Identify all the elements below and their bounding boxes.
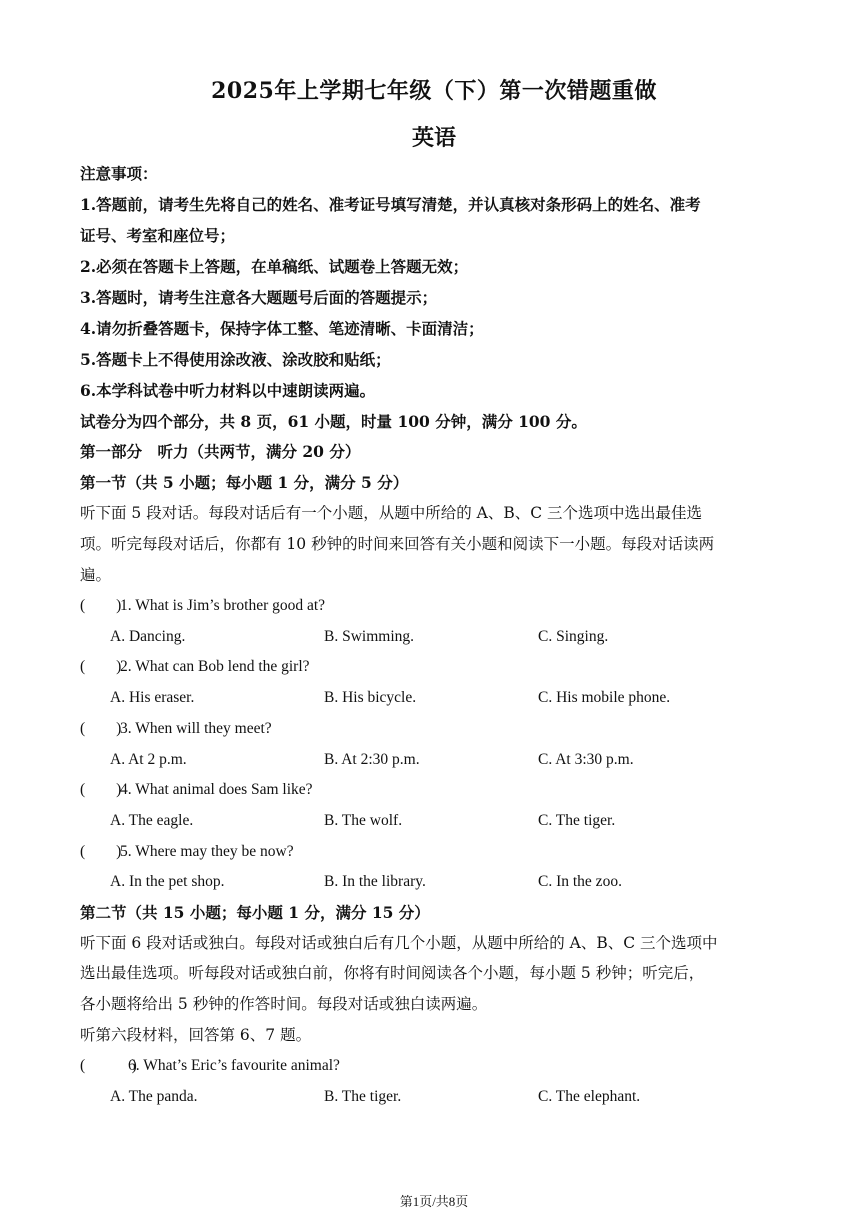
option-c: C. In the zoo. — [538, 873, 622, 890]
section1-instructions-line-2: 项。听完每段对话后，你都有 10 秒钟的时间来回答有关小题和阅读下一小题。每段对话读两 — [80, 535, 715, 553]
option-a: A. The eagle. — [110, 812, 194, 829]
notice-item-4: 4.请勿折叠答题卡，保持字体工整、笔迹清晰、卡面清洁； — [80, 319, 484, 338]
question-5 — [80, 836, 294, 867]
option-b: B. His bicycle. — [324, 689, 417, 706]
notice-item-1-line-2: 证号、考室和座位号； — [80, 226, 236, 245]
page-title: 2025年上学期七年级（下）第一次错题重做 — [211, 78, 657, 104]
question-1 — [80, 590, 325, 621]
option-c: C. The tiger. — [538, 812, 616, 829]
question-text: 4. What animal does Sam like? — [120, 781, 313, 798]
option-b: B. The wolf. — [324, 812, 403, 829]
section1-instructions-line-1: 听下面 5 段对话。每段对话后有一个小题，从题中所给的 A、B、C 三个选项中选出最佳选 — [80, 504, 703, 522]
exam-summary: 试卷分为四个部分，共 8 页，61 小题，时量 100 分钟，满分 100 分。 — [80, 412, 587, 431]
option-b: B. Swimming. — [324, 628, 415, 645]
material-note: 听第六段材料，回答第 6、7 题。 — [80, 1026, 312, 1044]
option-b: B. The tiger. — [324, 1088, 402, 1105]
question-text: 2. What can Bob lend the girl? — [120, 658, 310, 675]
section2-instructions-line-1: 听下面 6 段对话或独白。每段对话或独白后有几个小题，从题中所给的 A、B、C 三个选项中 — [80, 934, 718, 952]
notice-item-3: 3.答题时，请考生注意各大题题号后面的答题提示； — [80, 288, 438, 307]
notice-heading: 注意事项： — [80, 164, 158, 183]
section2-instructions-line-3: 各小题将给出 5 秒钟的作答时间。每段对话或独白读两遍。 — [80, 995, 488, 1013]
option-a: A. His eraser. — [110, 689, 195, 706]
question-6 — [80, 1050, 340, 1081]
option-a: A. Dancing. — [110, 628, 186, 645]
option-b: B. In the library. — [324, 873, 426, 890]
section2-instructions-line-2: 选出最佳选项。听每段对话或独白前，你将有时间阅读各个小题，每小题 5 秒钟；听完后， — [80, 964, 705, 982]
page-indicator: 第1页/共8页 — [399, 1194, 469, 1209]
answer-blank[interactable]: ( ) — [80, 843, 122, 860]
notice-item-2: 2.必须在答题卡上答题，在单稿纸、试题卷上答题无效； — [80, 257, 469, 276]
option-b: B. At 2:30 p.m. — [324, 751, 420, 768]
option-a: A. The panda. — [110, 1088, 198, 1105]
option-a: A. At 2 p.m. — [110, 751, 187, 768]
answer-blank[interactable]: ( ) — [80, 720, 122, 737]
answer-blank[interactable]: ( ) — [80, 781, 122, 798]
question-3 — [80, 713, 272, 744]
notice-item-5: 5.答题卡上不得使用涂改液、涂改胶和贴纸； — [80, 350, 391, 369]
question-2 — [80, 651, 310, 682]
option-c: C. At 3:30 p.m. — [538, 751, 634, 768]
notice-item-1-line-1: 1.答题前，请考生先将自己的姓名、准考证号填写清楚，并认真核对条形码上的姓名、准考 — [80, 195, 701, 214]
section2-heading: 第二节（共 15 小题；每小题 1 分，满分 15 分） — [80, 903, 430, 922]
part1-heading: 第一部分 听力（共两节，满分 20 分） — [80, 442, 361, 461]
question-4 — [80, 774, 313, 805]
question-text: 3. When will they meet? — [120, 720, 272, 737]
option-c: C. The elephant. — [538, 1088, 641, 1105]
section1-instructions-line-3: 遍。 — [80, 566, 112, 584]
option-c: C. His mobile phone. — [538, 689, 671, 706]
notice-item-6: 6.本学科试卷中听力材料以中速朗读两遍。 — [80, 381, 376, 400]
section1-heading: 第一节（共 5 小题；每小题 1 分，满分 5 分） — [80, 473, 409, 492]
question-text: 1. What is Jim’s brother good at? — [120, 597, 326, 614]
answer-blank[interactable]: ( ) — [80, 658, 122, 675]
answer-blank[interactable]: ( ) — [80, 1057, 137, 1074]
option-c: C. Singing. — [538, 628, 609, 645]
question-text: 6. What’s Eric’s favourite animal? — [128, 1057, 340, 1074]
subject-title: 英语 — [411, 125, 456, 151]
option-a: A. In the pet shop. — [110, 873, 225, 890]
answer-blank[interactable]: ( ) — [80, 597, 122, 614]
question-text: 5. Where may they be now? — [120, 843, 294, 860]
